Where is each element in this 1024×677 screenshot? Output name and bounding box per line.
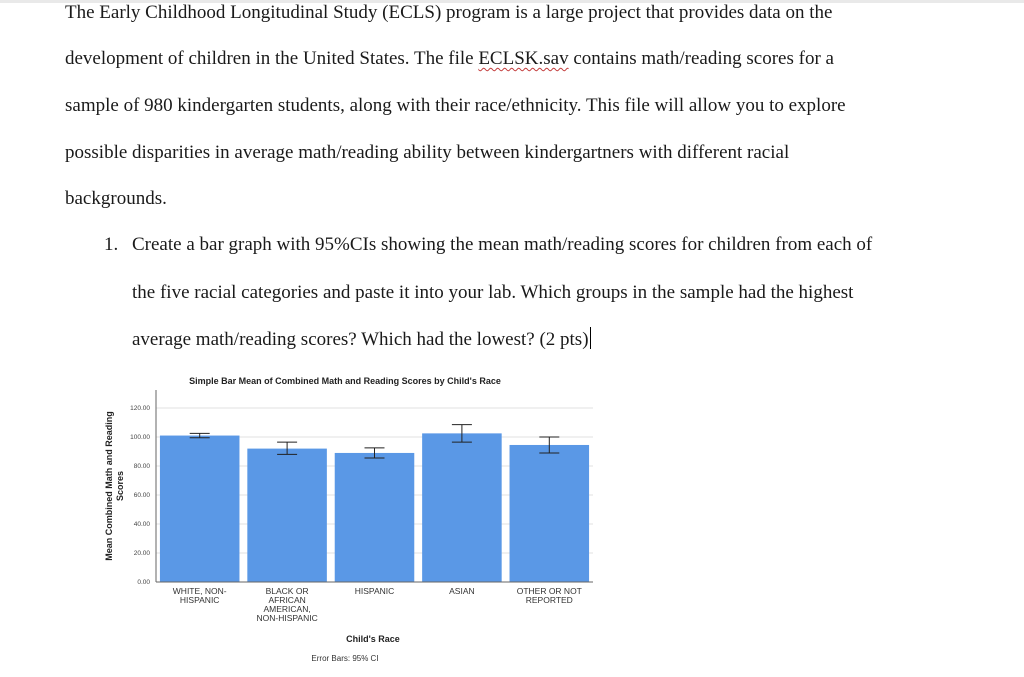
y-tick-label: 40.00 <box>133 521 150 528</box>
y-tick-label: 80.00 <box>133 463 150 470</box>
x-tick-label: HISPANIC <box>179 595 220 605</box>
bar-chart <box>95 368 615 668</box>
x-tick-label: ASIAN <box>449 586 475 596</box>
bar <box>160 436 240 582</box>
x-axis-labels <box>173 586 582 623</box>
question-line-2: the five racial categories and paste it into your lab. Which groups in the sample had the highest <box>132 282 854 303</box>
y-tick-label: 0.00 <box>137 579 150 586</box>
text-cursor <box>590 327 591 349</box>
x-tick-label: BLACK OR <box>265 586 309 596</box>
x-tick-label: AFRICAN <box>268 595 306 605</box>
paragraph-line-2-end: contains math/reading scores for a <box>568 48 834 69</box>
error-bars <box>190 425 560 458</box>
bar <box>247 449 327 582</box>
chart-title: Simple Bar Mean of Combined Math and Reading Scores by Child's Race <box>189 376 501 386</box>
question-line-3-text: average math/reading scores? Which had the lowest? (2 pts) <box>132 329 589 350</box>
y-axis-title-line-2: Scores <box>115 470 125 502</box>
paragraph-line-2 <box>65 47 834 71</box>
bar <box>510 445 590 582</box>
bar <box>422 433 502 582</box>
paragraph-line-1: The Early Childhood Longitudinal Study (ECLS) program is a large project that provides data on the <box>65 2 833 23</box>
question-line-1: Create a bar graph with 95%CIs showing the mean math/reading scores for children from each of <box>132 234 873 255</box>
y-tick-label: 100.00 <box>130 434 150 441</box>
x-tick-label: OTHER OR NOT <box>516 586 582 596</box>
x-tick-label: WHITE, NON- <box>172 586 227 596</box>
y-tick-label: 20.00 <box>133 550 150 557</box>
x-tick-label: AMERICAN, <box>263 604 311 614</box>
paragraph-line-3: sample of 980 kindergarten students, along with their race/ethnicity. This file will allow you to explore <box>65 95 846 116</box>
y-tick-label: 60.00 <box>133 492 150 499</box>
x-axis-title: Child's Race <box>346 634 400 644</box>
question-line-3 <box>132 327 591 352</box>
y-axis-title-line-1: Mean Combined Math and Reading <box>104 411 114 561</box>
y-axis-ticks <box>130 405 150 586</box>
error-bars-footnote: Error Bars: 95% CI <box>311 654 379 663</box>
x-tick-label: REPORTED <box>525 595 573 605</box>
paragraph-line-5: backgrounds. <box>65 188 167 209</box>
bar <box>335 453 415 582</box>
y-tick-label: 120.00 <box>130 405 150 412</box>
file-name-link: ECLSK.sav <box>478 48 569 69</box>
question-number: 1. <box>104 234 119 255</box>
paragraph-line-4: possible disparities in average math/reading ability between kindergartners with different racial <box>65 142 790 163</box>
paragraph-line-2-start: development of children in the United States. The file <box>65 48 479 69</box>
x-tick-label: HISPANIC <box>354 586 395 596</box>
x-tick-label: NON-HISPANIC <box>256 613 318 623</box>
